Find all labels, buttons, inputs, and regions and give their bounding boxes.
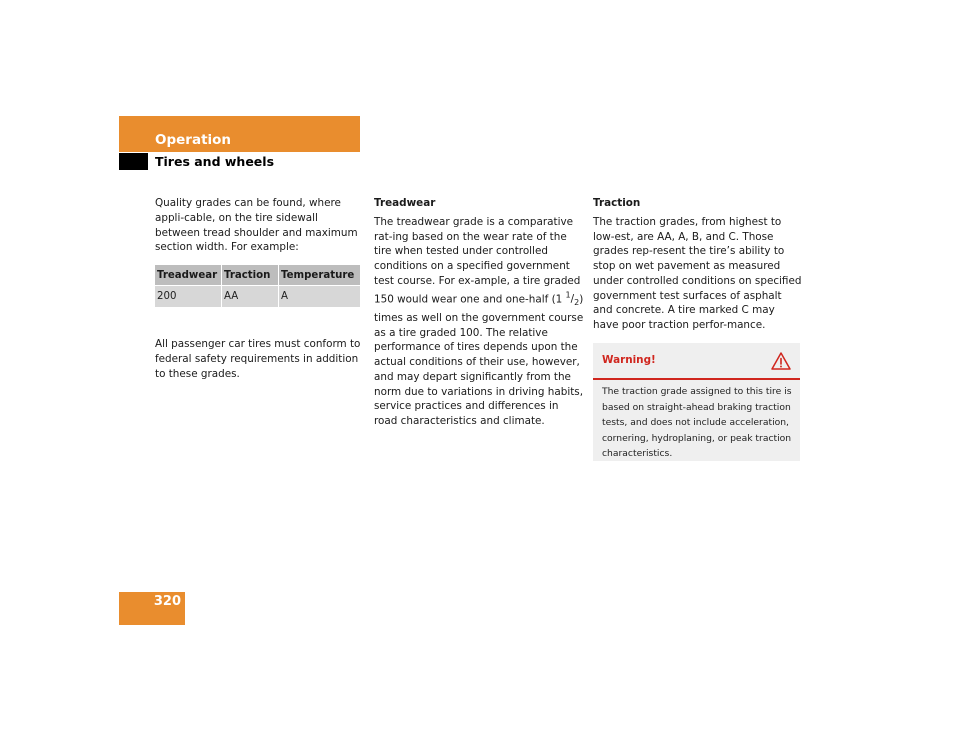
fraction-numerator: 1 <box>565 290 571 300</box>
fraction-denominator: 2 <box>574 298 580 308</box>
intro-paragraph: Quality grades can be found, where appli-cable, on the tire sidewall between tread shoulder and maximum section width. For example: <box>155 197 358 254</box>
section-title: Operation <box>155 132 232 148</box>
column-2 <box>374 196 584 429</box>
traction-paragraph: The traction grades, from highest to low-est, are AA, A, B, and C. Those grades rep-resent the tire’s ability to stop on wet pavement as measured under controlled conditions on specified government test surfaces of asphalt and concrete. A tire marked C may have poor traction perfor-mance. <box>593 215 802 331</box>
warning-triangle-icon <box>771 352 791 370</box>
treadwear-text-1: The treadwear grade is a comparative rat-ing based on the wear rate of the tire when tested under controlled conditions on a specified government test course. For ex-ample, a tire graded 150 would wear one and one-half (1 <box>374 215 581 305</box>
traction-heading: Traction <box>593 197 641 209</box>
treadwear-heading: Treadwear <box>374 197 436 209</box>
warning-divider <box>593 378 800 380</box>
table-header-cell: Traction <box>222 265 279 286</box>
subsection-title: Tires and wheels <box>155 154 275 169</box>
table-cell: AA <box>222 286 279 308</box>
conformity-paragraph: All passenger car tires must conform to federal safety requirements in addition to these grades. <box>155 338 361 380</box>
fraction <box>562 290 580 308</box>
page-number: 320 <box>153 594 181 609</box>
warning-text: The traction grade assigned to this tire is based on straight-ahead braking traction tests, and does not include acceleration, cornering, hydroplaning, or peak traction characteristics. <box>602 386 792 459</box>
fraction-slash: / <box>570 292 575 305</box>
quality-grade-table <box>155 265 360 307</box>
table-row <box>155 286 360 308</box>
table-cell: A <box>279 286 361 308</box>
treadwear-text-2: ) times as well on the government course as a tire graded 100. The relative performance of tires depends upon the actual conditions of their use, however, and may depart significantly from the norm due to variations in driving habits, service practices and differences in road characteristics and climate. <box>374 292 584 428</box>
table-header-cell: Temperature <box>279 265 361 286</box>
warning-label: Warning! <box>602 354 656 366</box>
subsection-marker <box>119 153 148 170</box>
treadwear-paragraph <box>374 215 584 429</box>
table-cell: 200 <box>155 286 222 308</box>
table-header-cell: Treadwear <box>155 265 222 286</box>
warning-box <box>593 343 800 461</box>
table-header-row <box>155 265 360 286</box>
column-3 <box>593 196 803 333</box>
